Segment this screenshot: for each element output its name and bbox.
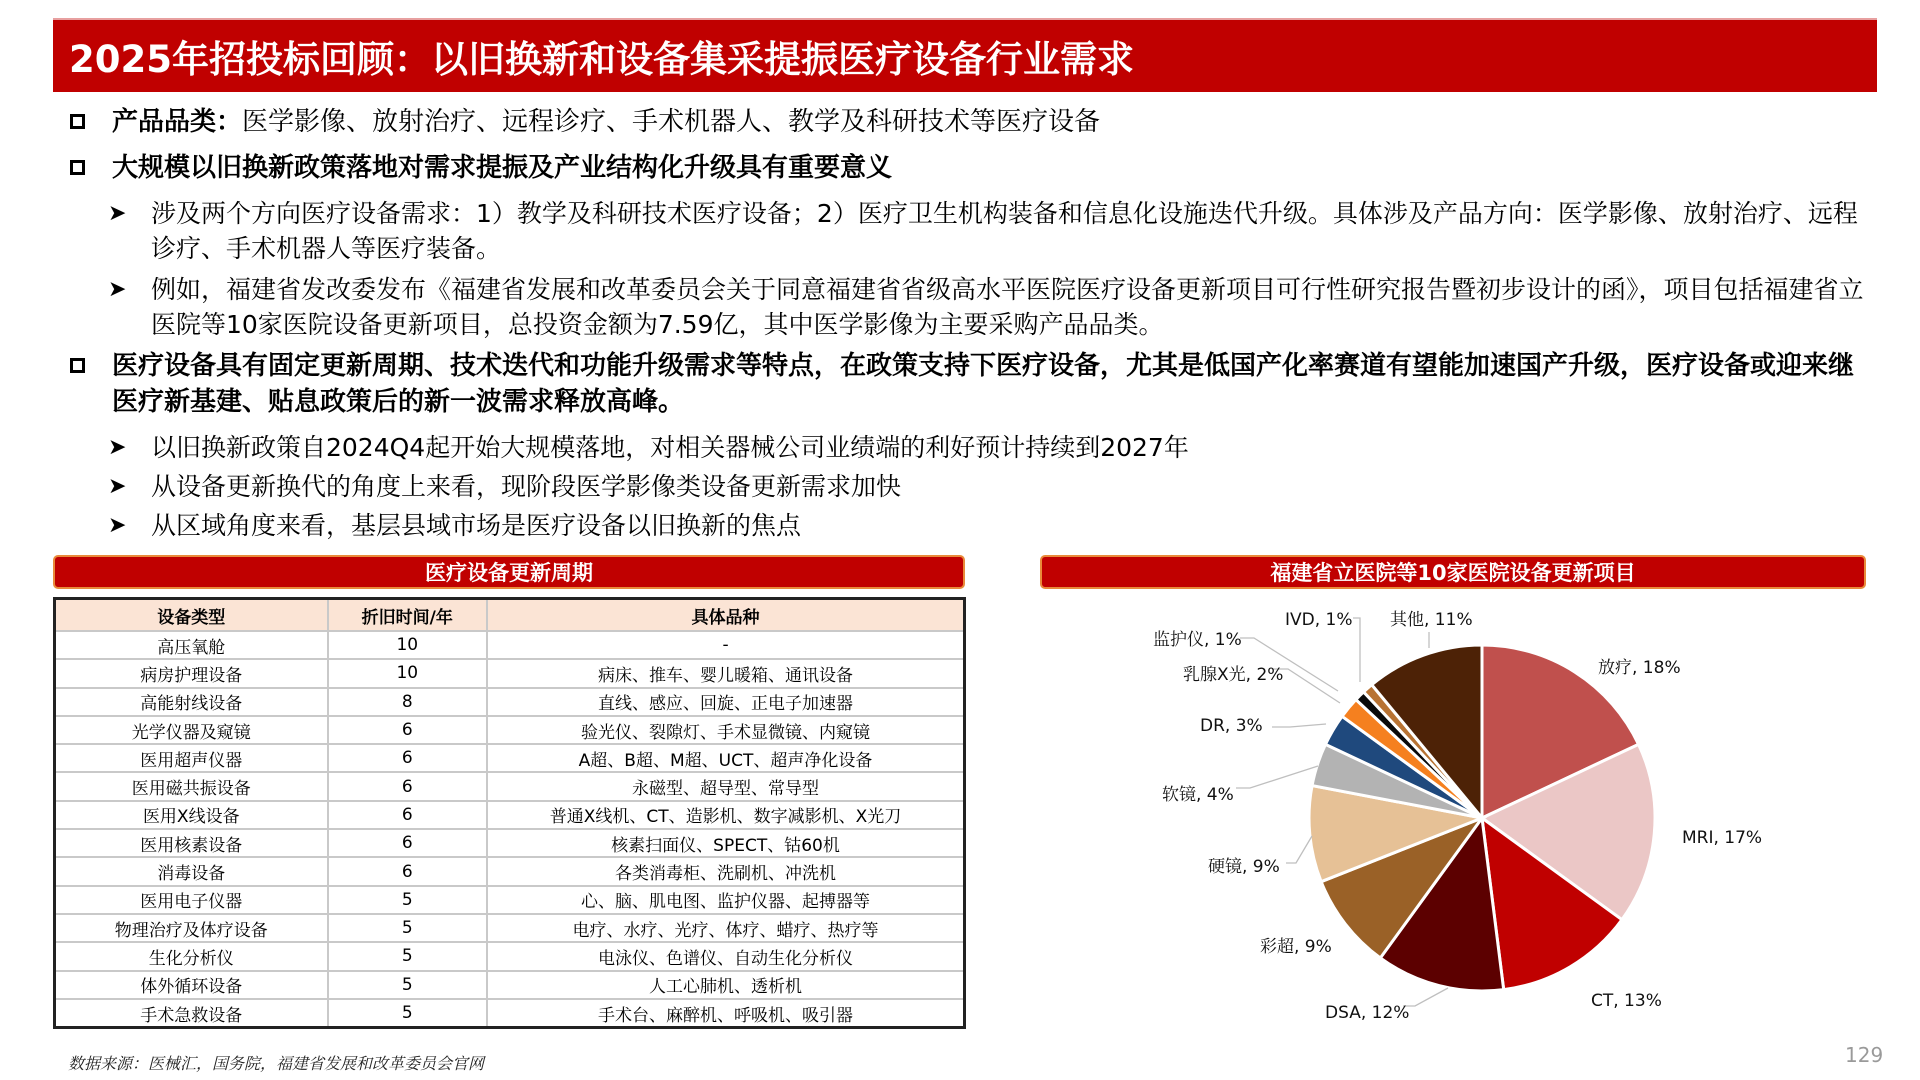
table-row <box>55 914 965 942</box>
pie-data-label: DR, 3% <box>1200 716 1263 736</box>
title-bar <box>53 18 1877 92</box>
pie-data-label: 其他, 11% <box>1390 610 1473 630</box>
cell-device-type: 医用核素设备 <box>55 829 328 857</box>
table-row <box>55 829 965 857</box>
pie-chart-svg <box>1040 600 1866 1040</box>
cell-device-type: 手术急救设备 <box>55 999 328 1028</box>
hospital-project-header: 福建省立医院等10家医院设备更新项目 <box>1040 555 1866 589</box>
leader-line <box>1272 724 1326 727</box>
arrow-bullet-icon: ➤ <box>108 201 127 226</box>
column-header-device-type: 设备类型 <box>55 599 328 632</box>
table-header-row <box>55 599 965 632</box>
cell-depreciation-years: 5 <box>328 886 487 914</box>
cell-specific-items: 电疗、水疗、光疗、体疗、蜡疗、热疗等 <box>487 914 964 942</box>
cell-device-type: 光学仪器及窥镜 <box>55 716 328 744</box>
square-bullet-icon <box>70 160 85 175</box>
sub-bullet-text: 例如，福建省发改委发布《福建省发展和改革委员会关于同意福建省省级高水平医院医疗设备更新项目可行性研究报告暨初步设计的函》，项目包括福建省立医院等10家医院设备更新项目，总投资金额为7.59亿，其中医学影像为主要采购产品品类。 <box>151 275 1864 339</box>
leader-line <box>1286 836 1312 863</box>
cell-specific-items: 心、脑、肌电图、监护仪器、起搏器等 <box>487 886 964 914</box>
cell-depreciation-years: 6 <box>328 801 487 829</box>
bullet-product-category <box>68 104 1878 140</box>
page-title: 2025年招投标回顾：以旧换新和设备集采提振医疗设备行业需求 <box>69 38 1134 81</box>
table-row <box>55 999 965 1028</box>
leader-line <box>1403 988 1448 1006</box>
cell-specific-items: - <box>487 631 964 659</box>
pie-data-label: 彩超, 9% <box>1260 937 1332 957</box>
cell-depreciation-years: 6 <box>328 829 487 857</box>
pie-data-label: DSA, 12% <box>1325 1003 1410 1023</box>
cell-specific-items: 永磁型、超导型、常导型 <box>487 772 964 800</box>
table-row <box>55 716 965 744</box>
cell-device-type: 医用X线设备 <box>55 801 328 829</box>
update-cycle-header: 医疗设备更新周期 <box>53 555 965 589</box>
cell-device-type: 体外循环设备 <box>55 971 328 999</box>
table-row <box>55 942 965 970</box>
cell-device-type: 高能射线设备 <box>55 688 328 716</box>
pie-data-label: 放疗, 18% <box>1598 658 1681 678</box>
cell-depreciation-years: 6 <box>328 857 487 885</box>
cell-device-type: 病房护理设备 <box>55 659 328 687</box>
bullet-heading: 产品品类： <box>112 107 243 137</box>
update-cycle-table <box>53 597 966 1029</box>
cell-depreciation-years: 6 <box>328 772 487 800</box>
page-number: 129 <box>1845 1043 1884 1067</box>
cell-depreciation-years: 5 <box>328 942 487 970</box>
pie-data-label: 硬镜, 9% <box>1208 857 1280 877</box>
column-header-depreciation-years: 折旧时间/年 <box>328 599 487 632</box>
arrow-bullet-icon: ➤ <box>108 435 127 460</box>
cell-specific-items: 直线、感应、回旋、正电子加速器 <box>487 688 964 716</box>
table-row <box>55 688 965 716</box>
cell-specific-items: 普通X线机、CT、造影机、数字减影机、X光刀 <box>487 801 964 829</box>
sub-bullet-imaging-demand <box>68 469 1878 504</box>
pie-data-label: 监护仪, 1% <box>1153 630 1242 650</box>
sub-bullet-policy-timing <box>68 430 1878 465</box>
table-row <box>55 857 965 885</box>
cell-depreciation-years: 10 <box>328 659 487 687</box>
cell-specific-items: 核素扫面仪、SPECT、钴60机 <box>487 829 964 857</box>
bullet-list <box>68 104 1878 547</box>
cell-device-type: 高压氧舱 <box>55 631 328 659</box>
cell-depreciation-years: 8 <box>328 688 487 716</box>
bullet-update-cycle <box>68 348 1878 420</box>
sub-bullet-demand-directions <box>68 196 1878 266</box>
leader-line <box>1353 618 1360 682</box>
sub-bullet-text: 以旧换新政策自2024Q4起开始大规模落地，对相关器械公司业绩端的利好预计持续到2027年 <box>151 433 1189 462</box>
arrow-bullet-icon: ➤ <box>108 277 127 302</box>
square-bullet-icon <box>70 114 85 129</box>
pie-data-label: IVD, 1% <box>1285 610 1353 630</box>
pie-data-label: MRI, 17% <box>1682 828 1763 848</box>
table-row <box>55 971 965 999</box>
cell-device-type: 生化分析仪 <box>55 942 328 970</box>
table-row <box>55 772 965 800</box>
data-source-note: 数据来源：医械汇，国务院，福建省发展和改革委员会官网 <box>68 1054 485 1073</box>
table-row <box>55 801 965 829</box>
arrow-bullet-icon: ➤ <box>108 513 127 538</box>
cell-device-type: 物理治疗及体疗设备 <box>55 914 328 942</box>
cell-specific-items: 各类消毒柜、洗刷机、冲洗机 <box>487 857 964 885</box>
pie-data-label: CT, 13% <box>1591 991 1662 1011</box>
cell-depreciation-years: 5 <box>328 971 487 999</box>
table-row <box>55 659 965 687</box>
bullet-policy-significance <box>68 150 1878 186</box>
cell-depreciation-years: 5 <box>328 914 487 942</box>
cell-specific-items: 病床、推车、婴儿暖箱、通讯设备 <box>487 659 964 687</box>
cell-specific-items: A超、B超、M超、UCT、超声净化设备 <box>487 744 964 772</box>
cell-specific-items: 电泳仪、色谱仪、自动生化分析仪 <box>487 942 964 970</box>
table-row <box>55 631 965 659</box>
leader-line <box>1236 766 1318 788</box>
pie-data-label: 乳腺X光, 2% <box>1183 665 1284 685</box>
cell-depreciation-years: 6 <box>328 716 487 744</box>
cell-depreciation-years: 10 <box>328 631 487 659</box>
cell-device-type: 消毒设备 <box>55 857 328 885</box>
cell-depreciation-years: 6 <box>328 744 487 772</box>
sub-bullet-fujian-example <box>68 272 1878 342</box>
sub-bullet-county-market <box>68 508 1878 543</box>
equipment-pie-chart <box>1040 600 1866 1040</box>
pie-data-label: 软镜, 4% <box>1162 785 1234 805</box>
sub-bullet-text: 从设备更新换代的角度上来看，现阶段医学影像类设备更新需求加快 <box>151 472 902 501</box>
cell-specific-items: 手术台、麻醉机、呼吸机、吸引器 <box>487 999 964 1028</box>
cell-device-type: 医用电子仪器 <box>55 886 328 914</box>
table-row <box>55 886 965 914</box>
bullet-text: 医学影像、放射治疗、远程诊疗、手术机器人、教学及科研技术等医疗设备 <box>242 107 1101 137</box>
cell-device-type: 医用超声仪器 <box>55 744 328 772</box>
table-row <box>55 744 965 772</box>
square-bullet-icon <box>70 358 85 373</box>
cell-device-type: 医用磁共振设备 <box>55 772 328 800</box>
sub-bullet-text: 涉及两个方向医疗设备需求：1）教学及科研技术医疗设备；2）医疗卫生机构装备和信息化设施迭代升级。具体涉及产品方向：医学影像、放射治疗、远程诊疗、手术机器人等医疗装备。 <box>151 199 1858 263</box>
cell-specific-items: 人工心肺机、透析机 <box>487 971 964 999</box>
bullet-heading: 医疗设备具有固定更新周期、技术迭代和功能升级需求等特点，在政策支持下医疗设备，尤其是低国产化率赛道有望能加速国产升级，医疗设备或迎来继医疗新基建、贴息政策后的新一波需求释放高峰。 <box>112 351 1855 417</box>
bullet-heading: 大规模以旧换新政策落地对需求提振及产业结构化升级具有重要意义 <box>112 153 893 183</box>
column-header-specific-items: 具体品种 <box>487 599 964 632</box>
sub-bullet-text: 从区域角度来看，基层县域市场是医疗设备以旧换新的焦点 <box>151 511 802 540</box>
cell-depreciation-years: 5 <box>328 999 487 1028</box>
cell-specific-items: 验光仪、裂隙灯、手术显微镜、内窥镜 <box>487 716 964 744</box>
arrow-bullet-icon: ➤ <box>108 474 127 499</box>
